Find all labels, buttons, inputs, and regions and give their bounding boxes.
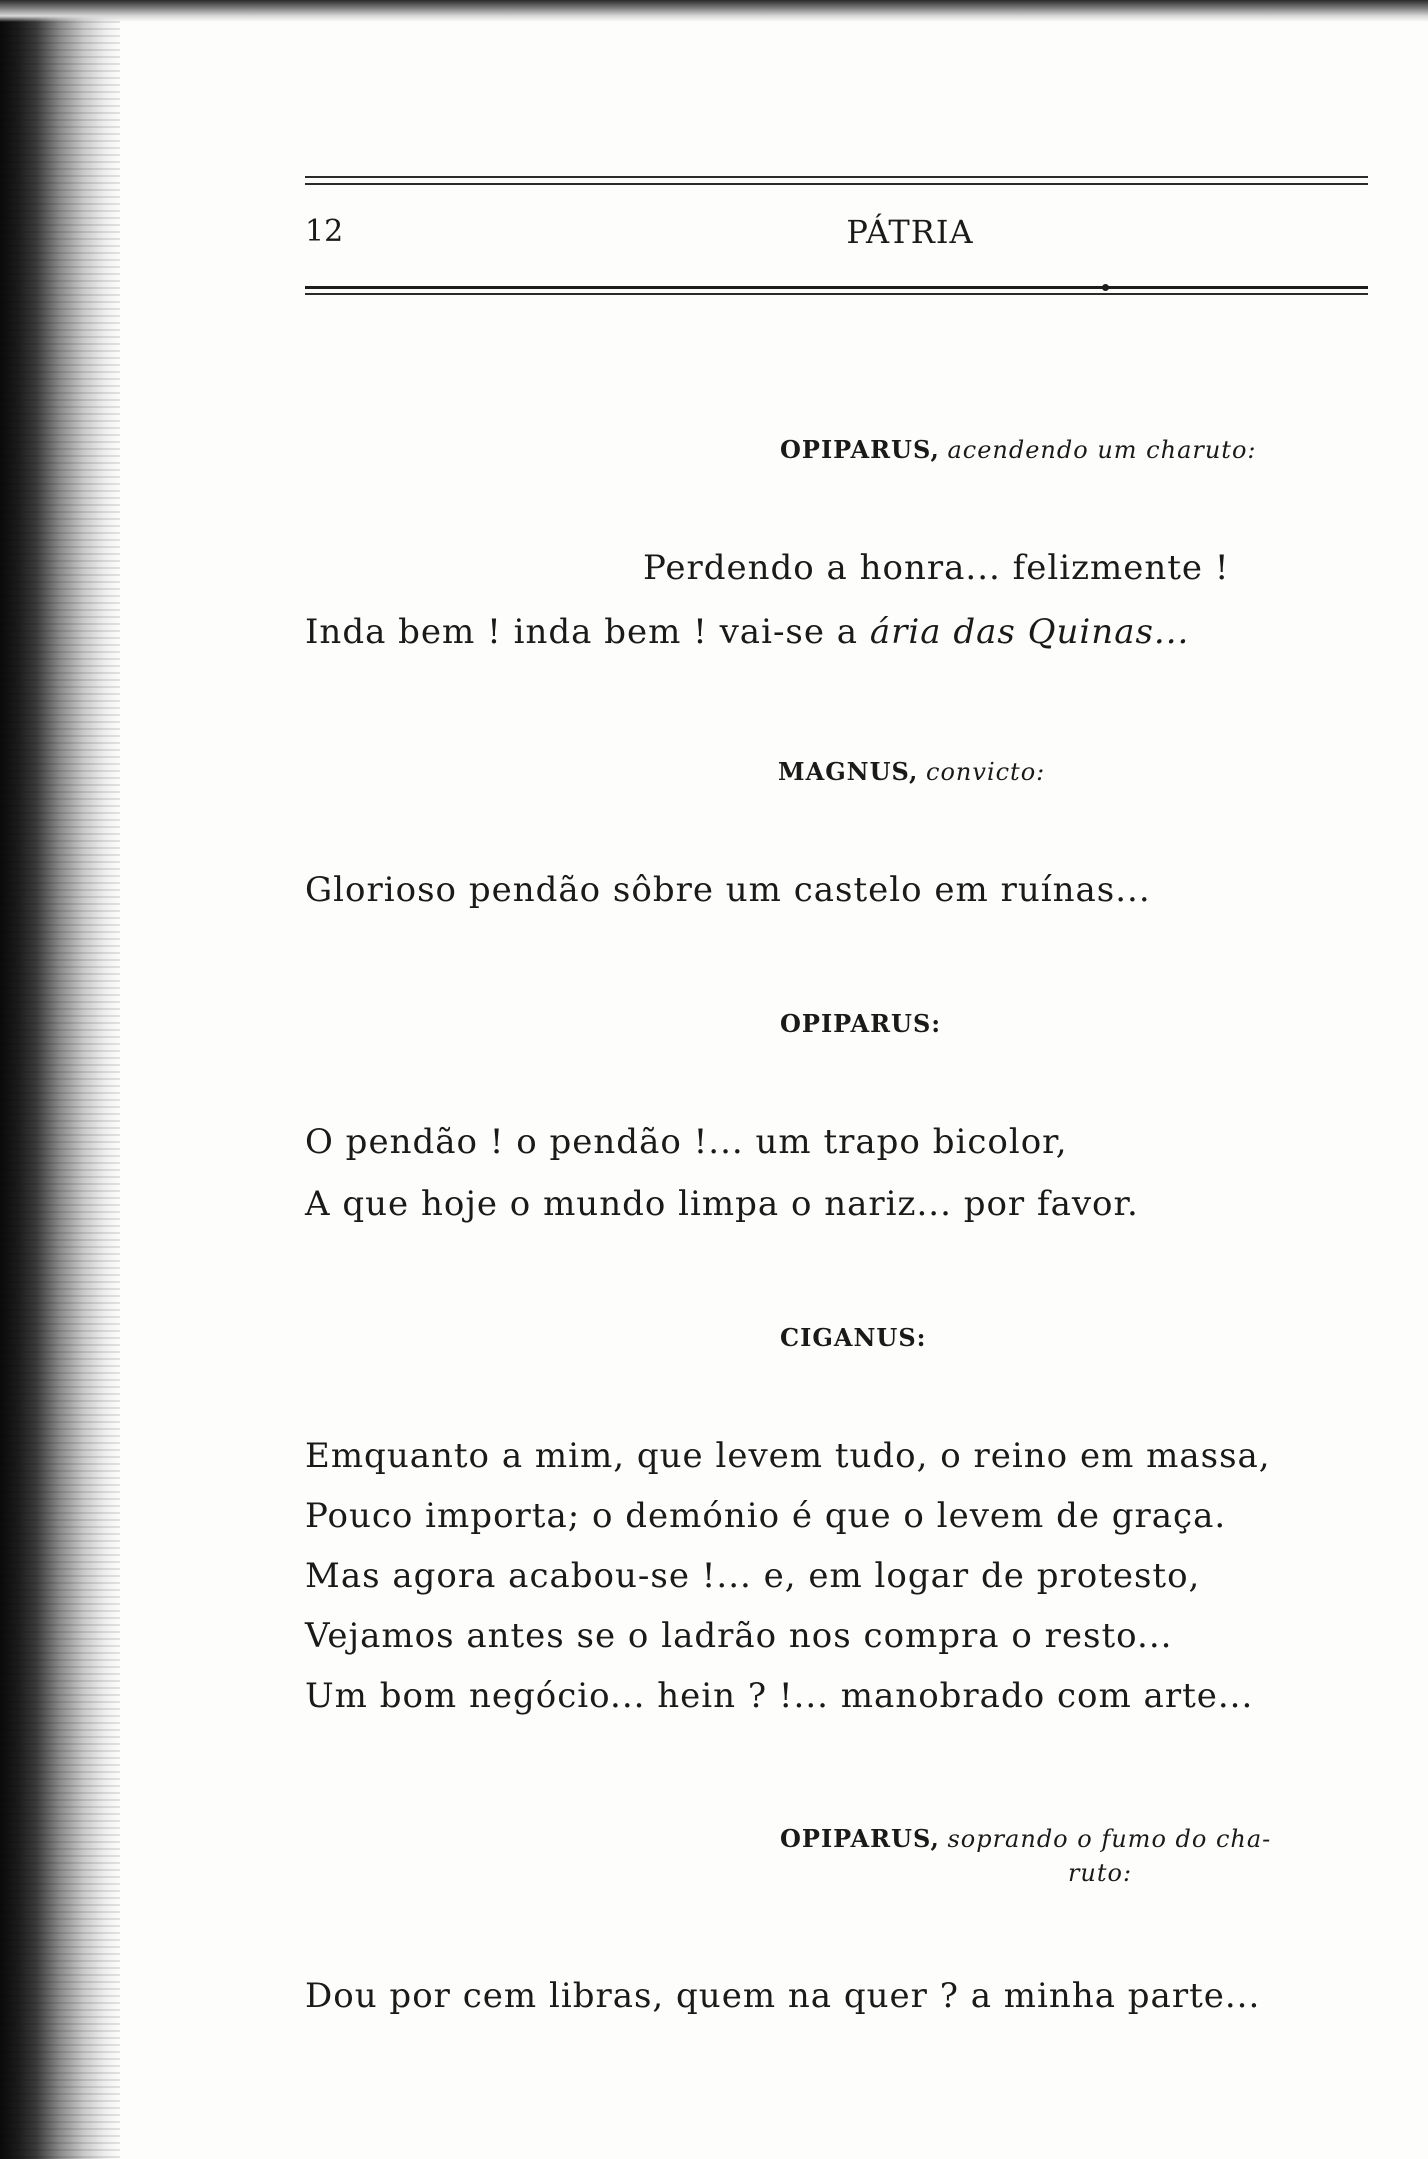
stage-direction-continued: ruto:: [1067, 1859, 1133, 1887]
verse-line-8: Mas agora acabou-se !... e, em logar de protesto,: [305, 1556, 1201, 1596]
speaker-line-2: [778, 756, 1045, 788]
verse-line-1: Perdendo a honra... felizmente !: [643, 548, 1230, 588]
verse-italic-text: ária das Quinas...: [869, 612, 1190, 652]
header-rule-bottom-2: [305, 293, 1368, 295]
verse-line-10: Um bom negócio... hein ? !... manobrado com arte...: [305, 1676, 1254, 1716]
speaker-name: CIGANUS:: [780, 1323, 927, 1352]
speaker-name: OPIPARUS,: [780, 435, 940, 464]
speaker-name: OPIPARUS,: [780, 1824, 940, 1853]
header-rule-ornament: [1102, 284, 1109, 291]
verse-line-2: [305, 610, 1189, 654]
stage-direction: soprando o fumo do cha-: [947, 1825, 1272, 1853]
speaker-line-5: [780, 1822, 1380, 1890]
header-rule-top-1: [305, 176, 1368, 178]
stage-direction: acendendo um charuto:: [947, 436, 1257, 464]
verse-line-7: Pouco importa; o demónio é que o levem de graça.: [305, 1496, 1227, 1536]
running-title: PÁTRIA: [846, 213, 974, 251]
verse-line-11: Dou por cem libras, quem na quer ? a minha parte...: [305, 1976, 1261, 2016]
verse-line-4: O pendão ! o pendão !... um trapo bicolor,: [305, 1122, 1068, 1162]
header-rule-top-2: [305, 183, 1368, 185]
page-number: 12: [305, 214, 344, 249]
speaker-name: MAGNUS,: [778, 757, 919, 786]
verse-line-5: A que hoje o mundo limpa o nariz... por favor.: [305, 1184, 1139, 1224]
speaker-line-3: [780, 1008, 941, 1040]
verse-line-6: Emquanto a mim, que levem tudo, o reino em massa,: [305, 1436, 1271, 1476]
speaker-line-4: [780, 1322, 927, 1354]
speaker-name: OPIPARUS:: [780, 1009, 942, 1038]
header-rule-bottom-1: [305, 286, 1368, 289]
binding-texture: [0, 0, 120, 2159]
top-edge-shadow: [0, 0, 1428, 22]
speaker-line-1: [780, 434, 1257, 466]
verse-text: Inda bem ! inda bem ! vai-se a: [305, 612, 870, 652]
stage-direction: convicto:: [926, 758, 1046, 786]
verse-line-9: Vejamos antes se o ladrão nos compra o resto...: [305, 1616, 1173, 1656]
verse-line-3: Glorioso pendão sôbre um castelo em ruínas...: [305, 870, 1151, 910]
